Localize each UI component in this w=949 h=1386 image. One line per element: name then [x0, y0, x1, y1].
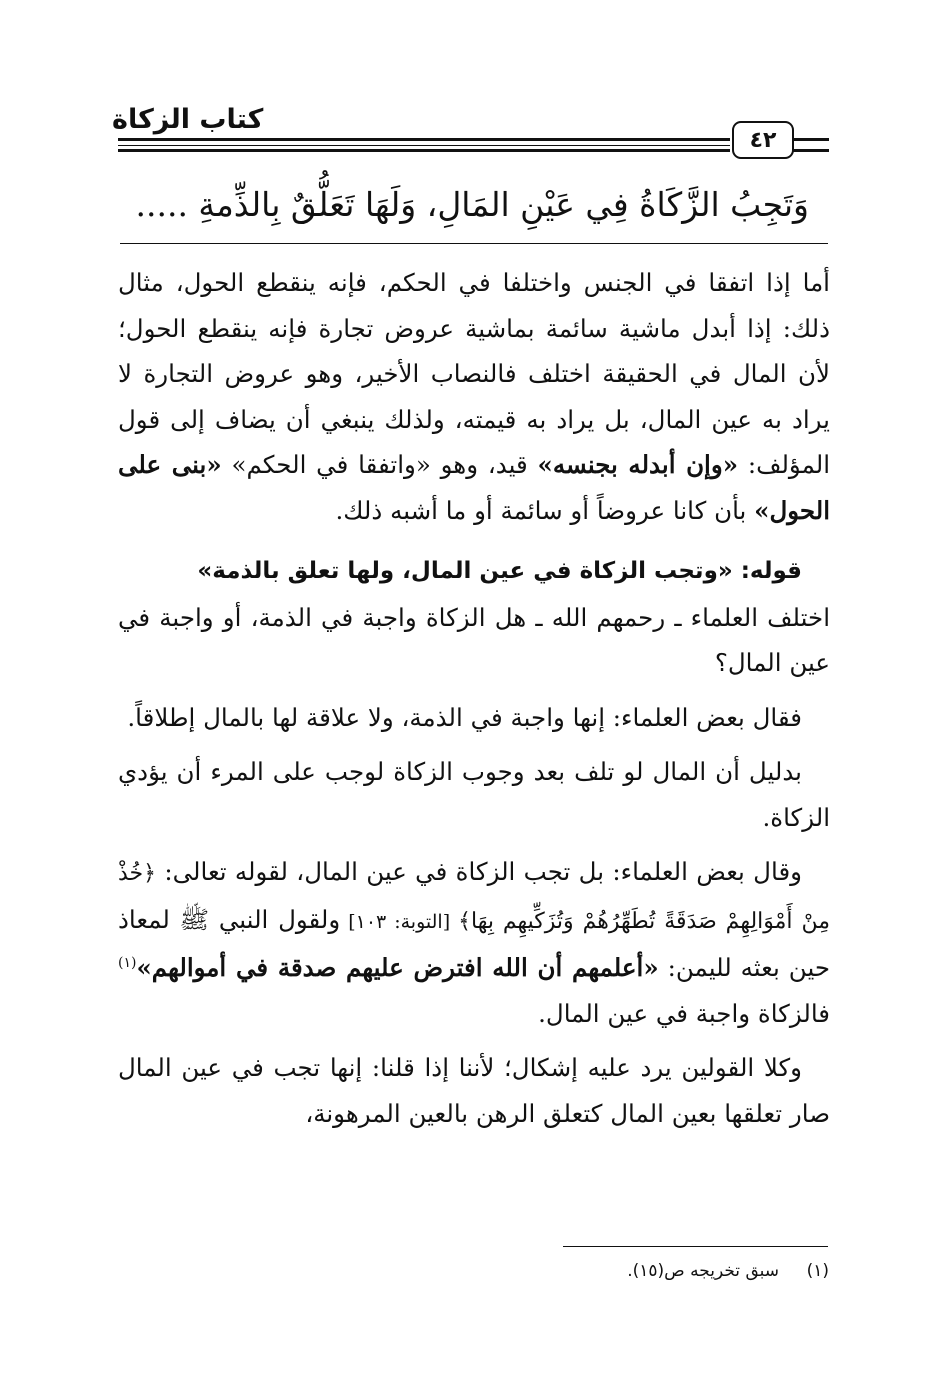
quran-verse: ﴿خُذْ مِنْ أَمْوَالِهِمْ صَدَقَةً تُطَهِّرُهُمْ وَتُزَكِّيهِم بِهَا﴾: [118, 861, 830, 934]
header-rule-thin: [118, 145, 730, 146]
quote-bold: «وإن أبدله بجنسه»: [537, 450, 739, 479]
matn-rule: [120, 243, 828, 244]
paragraph-4: بدليل أن المال لو تلف بعد وجوب الزكاة لوجب على المرء أن يؤدي الزكاة.: [118, 757, 830, 832]
body-text: [118, 260, 830, 1145]
footnote-marker[interactable]: (١): [118, 954, 137, 971]
footnote: [117, 1261, 829, 1281]
hadith-quote: «أعلمهم أن الله افترض عليهم صدقة في أموالهم»: [136, 953, 659, 982]
quote-bold: «بنى على الحول»: [118, 450, 830, 525]
book-title: كتاب الزكاة: [112, 104, 264, 135]
verse-reference: [التوبة: ١٠٣]: [340, 910, 459, 933]
paragraph-1: أما إذا اتفقا في الجنس واختلفا في الحكم، فإنه ينقطع الحول، مثال ذلك: إذا أبدل ماشية سائمة بماشية عروض تجارة فإنه ينقطع الحول؛ لأن المال في الحقيقة اختلف فالنصاب الأخير، وهو عروض التجارة لا يراد به عين المال، بل يراد به قيمته، ولذلك ينبغي أن يضاف إلى قول المؤلف: «وإن أبدله بجنسه» قيد، وهو «واتفقا في الحكم» «بنى على الحول» بأن كانا عروضاً أو سائمة أو ما أشبه ذلك.: [118, 268, 831, 525]
paragraph-5: وقال بعض العلماء: بل تجب الزكاة في عين المال، لقوله تعالى: ﴿خُذْ مِنْ أَمْوَالِهِمْ صَدَقَةً تُطَهِّرُهُمْ وَتُزَكِّيهِم بِهَا﴾ [التوبة: ١٠٣] ولقول النبي ﷺ لمعاذ حين بعثه لليمن: «أعلمهم أن الله افترض عليهم صدقة في أموالهم»$^{(١)}$ فالزكاة واجبة في عين المال.: [118, 857, 830, 1028]
paragraph-qawl: قوله: «وتجب الزكاة في عين المال، ولها تعلق بالذمة» اختلف العلماء ـ رحمهم الله ـ هل الزكاة واجبة في الذمة، أو واجبة في عين المال؟: [118, 558, 830, 677]
paragraph-6: وكلا القولين يرد عليه إشكال؛ لأننا إذا قلنا: إنها تجب في عين المال صار تعلقها بعين المال كتعلق الرهن بالعين المرهونة،: [118, 1053, 830, 1128]
qawl-heading: قوله: «وتجب الزكاة في عين المال، ولها تعلق بالذمة»: [197, 558, 802, 584]
footnote-rule: [563, 1246, 828, 1247]
header-rule-right: [791, 138, 829, 141]
paragraph-3: فقال بعض العلماء: إنها واجبة في الذمة، ولا علاقة لها بالمال إطلاقاً.: [127, 702, 802, 732]
footnote-number: (١): [806, 1261, 829, 1281]
matn-heading: وَتَجِبُ الزَّكَاةُ فِي عَيْنِ المَالِ، وَلَهَا تَعَلُّقٌ بِالذِّمةِ .....: [135, 185, 809, 224]
footnote-text: سبق تخريجه ص(١٥).: [627, 1261, 779, 1281]
header-rule-right-2: [791, 149, 829, 152]
header-rule-thick-2: [118, 149, 730, 152]
header-rule-thick: [118, 138, 730, 141]
page-number: ٤٢: [732, 121, 794, 159]
